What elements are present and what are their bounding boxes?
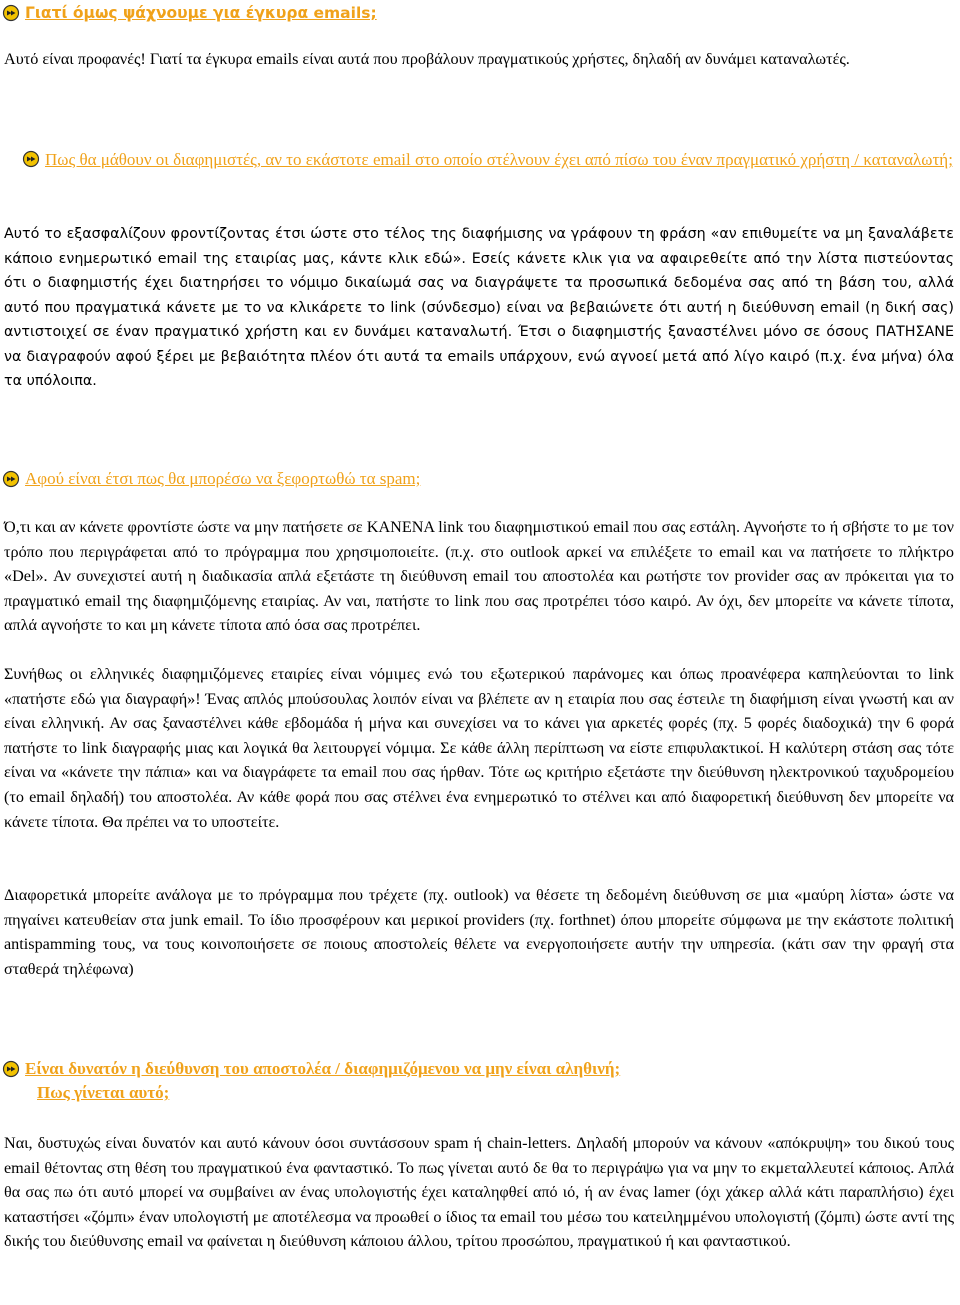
section-3-heading-row: [2, 467, 960, 490]
arrow-bullet-icon: [2, 1060, 20, 1078]
section-4-heading: Είναι δυνατόν η διεύθυνση του αποστολέα / διαφημιζόμενου να μην είναι αληθινή;: [25, 1059, 621, 1078]
section-3-paragraph-2: Συνήθως οι ελληνικές διαφημιζόμενες εταιρίες είναι νόμιμες ενώ του εξωτερικού παράνομες και όπως προανέφερα καπηλεύονται το link «πατήστε εδώ για διαγραφή»! Ένας απλός μπούσουλας λοιπόν είναι να βλέπετε αν η εταιρία που σας έστειλε τη διαφήμιση είναι γνωστή και αν είναι ελληνική. Αν σας ξαναστέλνει κάθε εβδομάδα ή μήνα και συνεχίσει να το κάνει για αρκετές φορές (πχ. 5 φορές διαδοχικά) την 6 φορά πατήστε το link διαγραφής μιας και λογικά θα λειτουργεί νόμιμα. Σε κάθε άλλη περίπτωση να είστε επιφυλακτικοί. Η καλύτερη στάση σας τότε είναι να «κάνετε την πάπια» και να διαγράφετε τα email που σας ήρθαν. Τότε ως κριτήριο εξετάστε την διεύθυνση ηλεκτρονικού ταχυδρομείου (το email δηλαδή) του αποστολέα. Αν κάθε φορά που σας στέλνει ένα ενημερωτικό το στέλνει και από διαφορετική διεύθυνση δεν μπορείτε να κάνετε τίποτα. Θα πρέπει να το υποστείτε.: [4, 665, 954, 831]
section-2-paragraph: Αυτό το εξασφαλίζουν φροντίζοντας έτσι ώστε στο τέλος της διαφήμισης να γράφουν τη φράση «αν επιθυμείτε να μη ξαναλάβετε κάποιο ενημερωτικό email της εταιρίας μας, κάντε κλικ εδώ». Εσείς κάνετε κλικ για να αφαιρεθείτε από την λίστα πιστεύοντας ότι ο διαφημιστής έχει διατηρήσει το νόμιμο δικαίωμά σας να διαγράψετε τα προσωπικά δεδομένα σας από τη βάση του, αλλά αυτό που πραγματικά κάνετε με το να κλικάρετε το link (σύνδεσμο) είναι να βεβαιώνετε ότι αυτή η διεύθυνση email (η δική σας) αντιστοιχεί σε έναν πραγματικό χρήστη και εν δυνάμει καταναλωτή. Έτσι ο διαφημιστής ξαναστέλνει μόνο σε όσους ΠΑΤΗΣΑΝΕ να διαγραφούν αφού ξέρει με βεβαιότητα πλέον ότι αυτά τα emails υπάρχουν, ενώ αγνοεί μετά από λίγο καιρό (π.χ. ένα μήνα) όλα τα υπόλοιπα.: [4, 226, 954, 389]
section-4-subheading: Πως γίνεται αυτό;: [37, 1083, 170, 1102]
section-4-heading-row: [2, 1057, 960, 1080]
section-1-paragraph: Αυτό είναι προφανές! Γιατί τα έγκυρα emails είναι αυτά που προβάλουν πραγματικούς χρήστες, δηλαδή αν δυνάμει καταναλωτές.: [4, 50, 850, 68]
section-2-heading: Πως θα μάθουν οι διαφημιστές, αν το εκάστοτε email στο οποίο στέλνουν έχει από πίσω του έναν πραγματικό χρήστη / καταναλωτή;: [45, 150, 953, 169]
section-1-heading-row: [2, 2, 960, 25]
section-3-heading: Αφού είναι έτσι πως θα μπορέσω να ξεφορτωθώ τα spam;: [25, 469, 421, 488]
section-3-paragraph-3: Διαφορετικά μπορείτε ανάλογα με το πρόγραμμα που τρέχετε (πχ. outlook) να θέσετε τη δεδομένη διεύθυνση σε μια «μαύρη λίστα» ώστε να πηγαίνει κατευθείαν στα junk email. Το ίδιο προσφέρουν και μερικοί providers (πχ. forthnet) όπου μπορείτε σύμφωνα με την εκάστοτε πολιτική antispamming τους, να τους κοινοποιήσετε σε ποιους αποστολείς θέλετε να ενεργοποιήσετε αυτήν την υπηρεσία. (κάτι σαν την φραγή στα σταθερά τηλέφωνα): [4, 886, 954, 978]
arrow-bullet-icon: [22, 150, 40, 168]
arrow-bullet-icon: [2, 470, 20, 488]
section-4-paragraph: Ναι, δυστυχώς είναι δυνατόν και αυτό κάνουν όσοι συντάσσουν spam ή chain-letters. Δηλαδή μπορούν να κάνουν «απόκρυψη» του δικού τους email θέτοντας στη θέση του πραγματικού ένα φανταστικό. Το πως γίνεται αυτό δε θα το περιγράψω για να μην το εκμεταλλευτεί κάποιος. Απλά θα σας πω ότι αυτό μπορεί να συμβαίνει αν ένας υπολογιστής έχει καταληφθεί από ιό, ή αν ένας lamer (όχι χάκερ αλλά κάτι παραπλήσιο) έχει καταστήσει «ζόμπι» έναν υπολογιστή με αποτέλεσμα να προωθεί ο ίδιος τα email του μέσω του κατειλημμένου υπολογιστή (ζόμπι) ώστε αντί της δικής του διεύθυνσης email να φαίνεται η διεύθυνση κάποιου άλλου, τρίτου προσώπου, πραγματικού ή και φανταστικού.: [4, 1134, 954, 1251]
section-2-heading-row: [2, 148, 956, 171]
arrow-bullet-icon: [2, 4, 20, 22]
section-3-paragraph: Ό,τι και αν κάνετε φροντίστε ώστε να μην πατήσετε σε ΚΑΝΕΝΑ link του διαφημιστικού email που σας εστάλη. Αγνοήστε το ή σβήστε το με τον τρόπο που περιγράφεται από το πρόγραμμα που χρησιμοποιείτε. (π.χ. στο outlook αρκεί να επιλέξετε το email και να πατήσετε το πλήκτρο «Del». Αν συνεχιστεί αυτή η διαδικασία απλά εξετάστε τη διεύθυνση email του αποστολέα και ρωτήστε τον provider σας αν πρόκειται για το πραγματικό email της διαφημιζόμενης εταιρίας. Αν ναι, πατήστε το link που σας προτρέπει τόσο καιρό. Αν όχι, δεν μπορείτε να κάνετε τίποτα, απλά αγνοήστε το και μη κάνετε τίποτα από όσα σας προτρέπει.: [4, 518, 954, 635]
section-1-heading: Γιατί όμως ψάχνουμε για έγκυρα emails;: [25, 4, 377, 22]
